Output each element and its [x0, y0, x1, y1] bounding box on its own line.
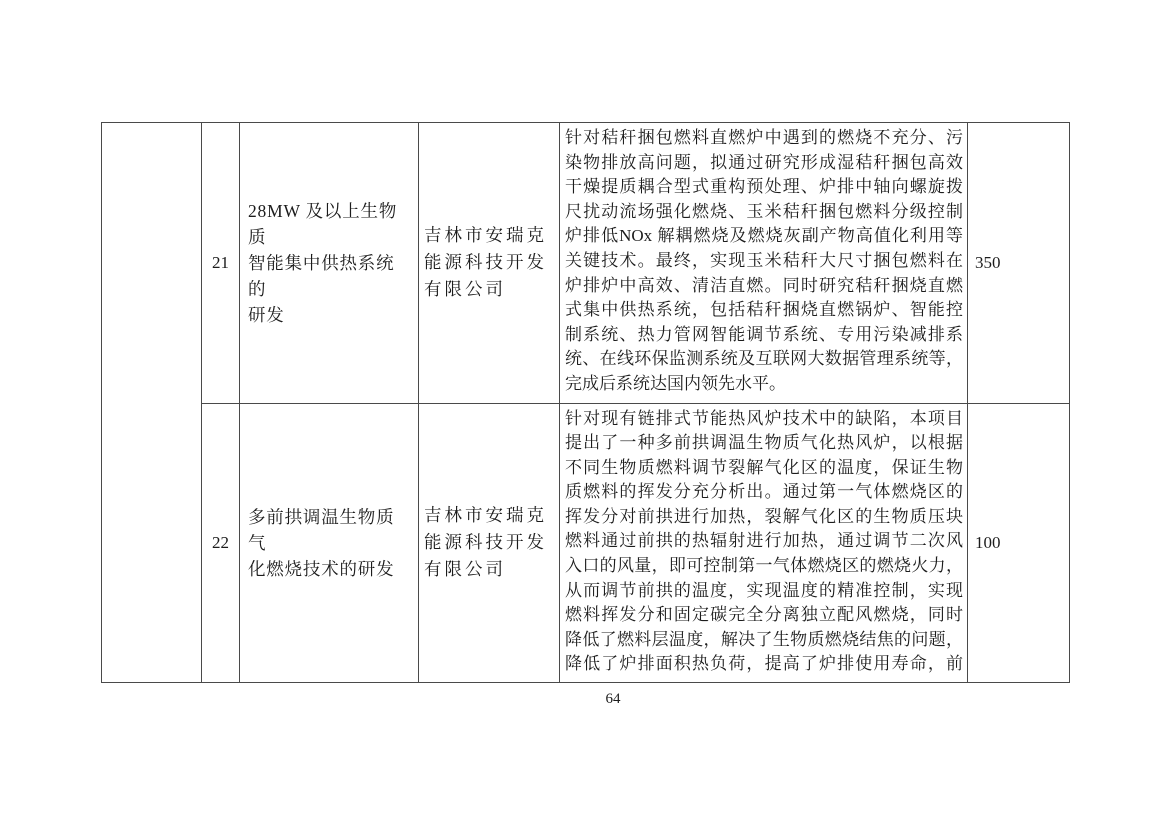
category-cell-empty	[102, 123, 201, 682]
text-line: 质燃料的挥发分充分析出。通过第一气体燃烧区的	[565, 482, 963, 502]
text-line: 挥发分对前拱进行加热，裂解气化区的生物质压块	[565, 506, 963, 526]
project-name	[248, 198, 412, 328]
text-line: 制系统、热力管网智能调节系统、专用污染减排系	[565, 324, 963, 344]
text-line: 干燥提质耦合型式重构预处理、炉排中轴向螺旋拨	[565, 177, 963, 197]
text-line: 有限公司	[424, 279, 506, 300]
row-index: 22	[212, 532, 229, 552]
text-line: 降低了炉排面积热负荷，提高了炉排使用寿命，前	[565, 654, 963, 674]
text-line: 从而调节前拱的温度，实现温度的精准控制，实现	[565, 580, 963, 600]
description-cell	[559, 123, 967, 403]
text-line: 炉排炉中高效、清洁直燃。同时研究秸秆捆烧直燃	[565, 275, 963, 295]
text-line: 炉排低NOx 解耦燃烧及燃烧灰副产物高值化利用等	[565, 226, 963, 246]
text-line: 化燃烧技术的研发	[248, 558, 395, 579]
text-line: 入口的风量，即可控制第一气体燃烧区的燃烧火力，	[565, 556, 963, 576]
text-line: 能源科技开发	[424, 532, 547, 553]
company-cell	[418, 123, 559, 403]
text-line: 吉林市安瑞克	[424, 225, 547, 246]
page-number: 64	[605, 691, 621, 707]
text-line: 尺扰动流场强化燃烧、玉米秸秆捆包燃料分级控制	[565, 201, 963, 221]
project-name	[248, 504, 412, 582]
text-line: 式集中供热系统，包括秸秆捆烧直燃锅炉、智能控	[565, 300, 963, 320]
text-line: 吉林市安瑞克	[424, 505, 547, 526]
text-line: 不同生物质燃料调节裂解气化区的温度，保证生物	[565, 457, 963, 477]
text-line: 28MW 及以上生物质	[248, 200, 398, 247]
text-line: 燃料通过前拱的热辐射进行加热，通过调节二次风	[565, 531, 963, 551]
project-name-cell	[239, 403, 418, 683]
description-cell	[559, 403, 967, 683]
text-line: 关键技术。最终，实现玉米秸秆大尺寸捆包燃料在	[565, 250, 963, 270]
funding-cell	[967, 123, 1069, 403]
funding-amount: 350	[975, 252, 1001, 272]
company-name	[424, 502, 557, 583]
text-line: 统、在线环保监测系统及互联网大数据管理系统等，	[565, 349, 963, 369]
text-line: 染物排放高问题，拟通过研究形成湿秸秆捆包高效	[565, 152, 963, 172]
funding-amount: 100	[975, 532, 1001, 552]
text-line: 研发	[248, 304, 285, 325]
text-line: 燃料挥发分和固定碳完全分离独立配风燃烧，同时	[565, 605, 963, 625]
text-line: 降低了燃料层温度，解决了生物质燃烧结焦的问题，	[565, 629, 963, 649]
text-line: 提出了一种多前拱调温生物质气化热风炉，以根据	[565, 433, 963, 453]
text-line: 有限公司	[424, 559, 506, 580]
row-index-cell	[201, 403, 239, 683]
text-line: 多前拱调温生物质气	[248, 506, 395, 553]
projects-table	[101, 122, 1070, 683]
text-line: 能源科技开发	[424, 252, 547, 273]
text-line: 针对现有链排式节能热风炉技术中的缺陷，本项目	[565, 408, 963, 428]
text-line: 智能集中供热系统的	[248, 252, 395, 299]
project-name-cell	[239, 123, 418, 403]
row-index-cell	[201, 123, 239, 403]
company-name	[424, 222, 557, 303]
text-line: 针对秸秆捆包燃料直燃炉中遇到的燃烧不充分、污	[565, 128, 963, 147]
row-index: 21	[212, 252, 229, 272]
company-cell	[418, 403, 559, 683]
funding-cell	[967, 403, 1069, 683]
text-line: 完成后系统达国内领先水平。	[565, 373, 786, 393]
